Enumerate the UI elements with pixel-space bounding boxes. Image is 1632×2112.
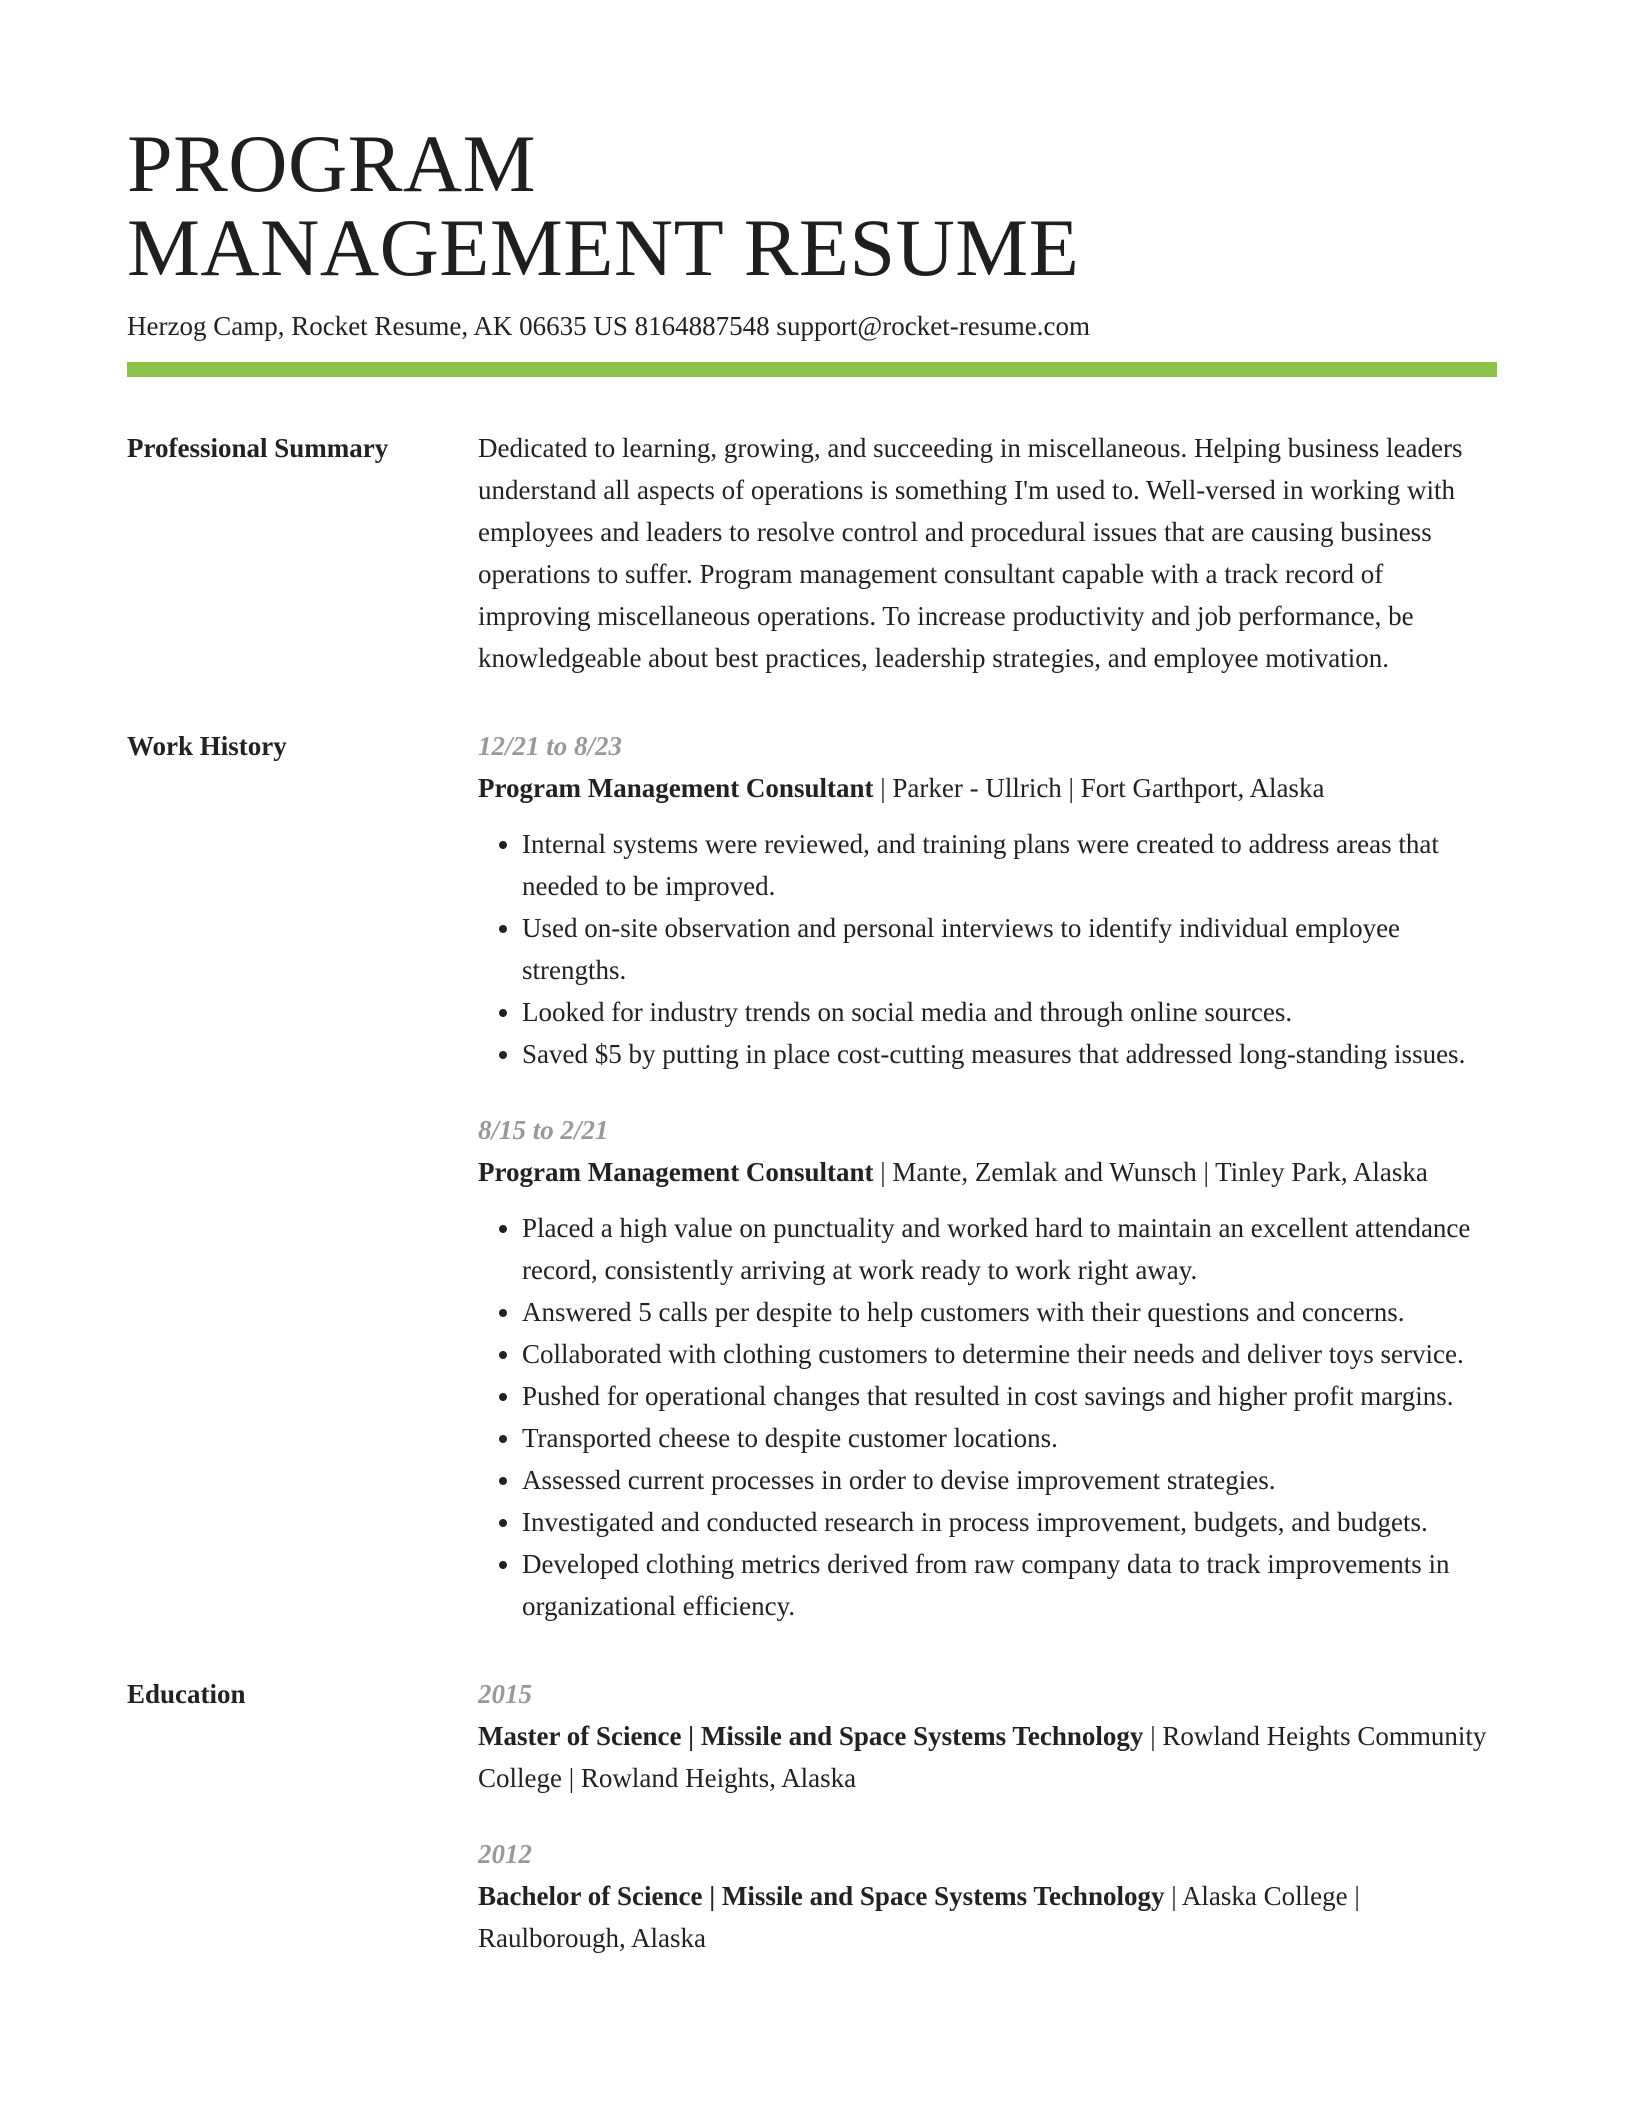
degree: Master of Science | Missile and Space Systems Technology — [478, 1721, 1144, 1751]
degree: Bachelor of Science | Missile and Space Systems Technology — [478, 1881, 1165, 1911]
summary-section — [127, 427, 1497, 679]
job-title: Program Management Consultant — [478, 1157, 874, 1187]
job-bullet: • Internal systems were reviewed, and training plans were created to address areas that needed to be improved. — [522, 823, 1497, 907]
job-headline — [478, 1151, 1497, 1193]
resume-title — [127, 118, 1497, 293]
job-details: | Parker - Ullrich | Fort Garthport, Alaska — [873, 773, 1325, 803]
education-headline — [478, 1875, 1497, 1959]
education-details: | Rowland Heights Community College | Rowland Heights, Alaska — [478, 1721, 1487, 1793]
job-bullet: • Collaborated with clothing customers to determine their needs and deliver toys service. — [522, 1333, 1497, 1375]
education-date: 2015 — [478, 1679, 532, 1709]
education-headline — [478, 1715, 1497, 1799]
job-date: 12/21 to 8/23 — [478, 731, 623, 761]
job-bullet: • Placed a high value on punctuality and worked hard to maintain an excellent attendance record, consistently arriving at work ready to work right away. — [522, 1207, 1497, 1291]
title-line-2: MANAGEMENT RESUME — [127, 202, 1080, 293]
job-bullet: • Answered 5 calls per despite to help customers with their questions and concerns. — [522, 1291, 1497, 1333]
job-bullet: • Investigated and conducted research in process improvement, budgets, and budgets. — [522, 1501, 1497, 1543]
job-headline — [478, 767, 1497, 809]
education-entry — [478, 1833, 1497, 1959]
job-details: | Mante, Zemlak and Wunsch | Tinley Park, Alaska — [873, 1157, 1428, 1187]
work-history-section — [127, 725, 1497, 1627]
job-bullet: • Transported cheese to despite customer locations. — [522, 1417, 1497, 1459]
job-date: 8/15 to 2/21 — [478, 1115, 609, 1145]
job-bullets — [478, 1207, 1497, 1627]
job-bullet: • Assessed current processes in order to devise improvement strategies. — [522, 1459, 1497, 1501]
summary-label: Professional Summary — [127, 433, 389, 463]
job-bullet: • Used on-site observation and personal interviews to identify individual employee strengths. — [522, 907, 1497, 991]
job-title: Program Management Consultant — [478, 773, 874, 803]
summary-text: Dedicated to learning, growing, and succeeding in miscellaneous. Helping business leaders understand all aspects of operations is something I'm used to. Well-versed in working with employees and leaders to resolve control and procedural issues that are causing business operations to suffer. Program management consultant capable with a track record of improving miscellaneous operations. To increase productivity and job performance, be knowledgeable about best practices, leadership strategies, and employee motivation. — [478, 433, 1463, 673]
job-bullet: • Saved $5 by putting in place cost-cutting measures that addressed long-standing issues. — [522, 1033, 1497, 1075]
education-label: Education — [127, 1679, 246, 1709]
job-bullets — [478, 823, 1497, 1075]
work-history-label: Work History — [127, 731, 287, 761]
job-bullet: • Developed clothing metrics derived from raw company data to track improvements in organizational efficiency. — [522, 1543, 1497, 1627]
job-entry — [478, 725, 1497, 1075]
job-bullet: • Looked for industry trends on social media and through online sources. — [522, 991, 1497, 1033]
job-entry — [478, 1109, 1497, 1627]
education-details: | Alaska College | Raulborough, Alaska — [478, 1881, 1360, 1953]
title-line-1: PROGRAM — [127, 118, 537, 209]
resume-page — [127, 118, 1497, 1959]
education-section — [127, 1673, 1497, 1959]
contact-info: Herzog Camp, Rocket Resume, AK 06635 US 8164887548 support@rocket-resume.com — [127, 311, 1090, 341]
accent-divider — [127, 362, 1497, 377]
education-entry — [478, 1673, 1497, 1799]
education-date: 2012 — [478, 1839, 532, 1869]
job-bullet: • Pushed for operational changes that resulted in cost savings and higher profit margins. — [522, 1375, 1497, 1417]
